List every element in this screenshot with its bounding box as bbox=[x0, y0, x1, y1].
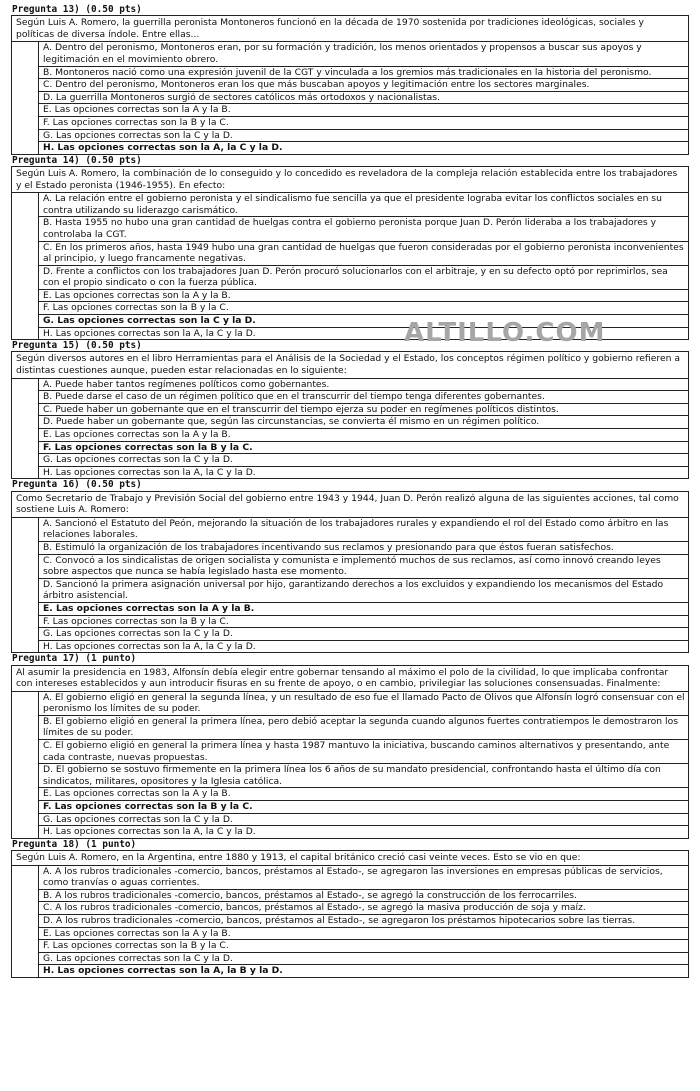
answer-option: F. Las opciones correctas son la B y la C. bbox=[39, 940, 688, 953]
question-table bbox=[11, 351, 689, 479]
answer-option: B. Puede darse el caso de un régimen político que en el transcurrir del tiempo tenga diferentes gobernantes. bbox=[39, 391, 688, 404]
answer-option: E. Las opciones correctas son la A y la B. bbox=[39, 429, 688, 442]
question-table bbox=[11, 850, 689, 978]
answer-option-selected: E. Las opciones correctas son la A y la B. bbox=[39, 603, 688, 616]
options-gutter bbox=[12, 42, 39, 153]
options-group bbox=[12, 42, 688, 153]
answer-option: C. En los primeros años, hasta 1949 hubo una gran cantidad de huelgas que fueron consideradas por el gobierno peronista inconvenientes al principio, y luego francamente negativas. bbox=[39, 242, 688, 266]
question-stem: Según diversos autores en el libro Herramientas para el Análisis de la Sociedad y el Estado, los conceptos régimen político y gobierno refieren a distintas cuestiones aunque, pueden estar relacionadas en lo siguiente: bbox=[12, 352, 688, 378]
question-header: Pregunta 14) (0.50 pts) bbox=[12, 154, 142, 166]
answer-option: A. La relación entre el gobierno peronista y el sindicalismo fue sencilla ya que el presidente lograba evitar los conflictos sociales en su contra utilizando su liderazgo carismático. bbox=[39, 193, 688, 217]
question-table bbox=[11, 166, 689, 340]
answer-option: H. Las opciones correctas son la A, la C y la D. bbox=[43, 327, 256, 339]
question-header: Pregunta 16) (0.50 pts) bbox=[12, 479, 142, 491]
options-group bbox=[12, 379, 688, 479]
answer-option: E. Las opciones correctas son la A y la B. bbox=[39, 290, 688, 303]
answer-option: C. El gobierno eligió en general la primera línea y hasta 1987 mantuvo la iniciativa, buscando caminos alternativos y presentando, ante cada contraste, nuevas propuestas. bbox=[39, 740, 688, 764]
answer-option: E. Las opciones correctas son la A y la B. bbox=[39, 928, 688, 941]
answer-option: H. Las opciones correctas son la A, la C y la D. bbox=[43, 640, 256, 652]
options-gutter bbox=[12, 866, 39, 977]
question-header: Pregunta 13) (0.50 pts) bbox=[12, 4, 142, 15]
answer-option: B. A los rubros tradicionales -comercio, bancos, préstamos al Estado-, se agregó la construcción de los ferrocarriles. bbox=[39, 890, 688, 903]
answer-option: D. Sancionó la primera asignación universal por hijo, garantizando derechos a los excluidos y expandiendo los mecanismos del Estado árbitro asistencial. bbox=[39, 579, 688, 603]
options-list bbox=[39, 866, 688, 977]
answer-option: D. A los rubros tradicionales -comercio, bancos, préstamos al Estado-, se agregaron los préstamos hipotecarios sobre las tierras. bbox=[39, 915, 688, 928]
answer-option: E. Las opciones correctas son la A y la B. bbox=[39, 788, 688, 801]
answer-option: D. La guerrilla Montoneros surgió de sectores católicos más ortodoxos y nacionalistas. bbox=[39, 92, 688, 105]
question-stem: Según Luis A. Romero, la guerrilla peronista Montoneros funcionó en la década de 1970 sostenida por tradiciones ideológicas, sociales y políticas de diversa índole. Entre ellas... bbox=[12, 16, 688, 42]
answer-option: C. Dentro del peronismo, Montoneros eran los que más buscaban apoyos y legitimación entre los sectores marginales. bbox=[39, 79, 688, 92]
answer-option: H. Las opciones correctas son la A, la C y la D. bbox=[43, 826, 256, 838]
answer-option: A. Puede haber tantos regímenes políticos como gobernantes. bbox=[39, 379, 688, 392]
answer-option: D. El gobierno se sostuvo firmemente en la primera línea los 6 años de su mandato presidencial, confrontando hasta el último día con sindicatos, militares, opositores y la Iglesia católica. bbox=[39, 764, 688, 788]
answer-option: A. Sancionó el Estatuto del Peón, mejorando la situación de los trabajadores rurales y expandiendo el rol del Estado como árbitro en las relaciones laborales. bbox=[39, 518, 688, 542]
question-table bbox=[11, 491, 689, 654]
options-list bbox=[39, 42, 688, 153]
answer-option: F. Las opciones correctas son la B y la C. bbox=[39, 117, 688, 130]
question-header: Pregunta 17) (1 punto) bbox=[12, 653, 137, 665]
options-gutter bbox=[12, 692, 39, 838]
options-group bbox=[12, 518, 688, 653]
answer-option: B. El gobierno eligió en general la primera línea, pero debió aceptar la segunda cuando algunos fuertes contratiempos le demostraron los límites de su poder. bbox=[39, 716, 688, 740]
answer-option: E. Las opciones correctas son la A y la B. bbox=[39, 104, 688, 117]
answer-option-selected: F. Las opciones correctas son la B y la C. bbox=[39, 442, 688, 455]
answer-option: G. Las opciones correctas son la C y la D. bbox=[39, 130, 688, 143]
answer-option: C. Convocó a los sindicalistas de origen socialista y comunista e implementó muchos de sus reclamos, así como innovó creando leyes sobre aspectos que nunca se había legislado hasta ese momento. bbox=[39, 555, 688, 579]
answer-option: D. Frente a conflictos con los trabajadores Juan D. Perón procuró solucionarlos con el arbitraje, y en su defecto optó por reprimirlos, sea con el propio sindicato o con la fuerza pública. bbox=[39, 266, 688, 290]
answer-option-selected: G. Las opciones correctas son la C y la D. bbox=[39, 315, 688, 328]
watermark: ALTILLO.COM bbox=[404, 318, 606, 348]
options-gutter bbox=[12, 518, 39, 653]
answer-option: F. Las opciones correctas son la B y la C. bbox=[39, 616, 688, 629]
answer-option: C. A los rubros tradicionales -comercio, bancos, préstamos al Estado-, se agregó la masiva producción de soja y maíz. bbox=[39, 902, 688, 915]
question-table bbox=[11, 15, 689, 155]
answer-option: G. Las opciones correctas son la C y la D. bbox=[39, 953, 688, 966]
question-stem: Al asumir la presidencia en 1983, Alfonsín debía elegir entre gobernar tensando al máximo el polo de la civilidad, lo que implicaba confrontar con intereses establecidos y aun introducir fisuras en su frente de apoyo, o en cambio, privilegiar las soluciones consensuadas. Finalmente: bbox=[12, 666, 688, 692]
question-stem: Según Luis A. Romero, la combinación de lo conseguido y lo concedido es reveladora de la compleja relación establecida entre los trabajadores y el Estado peronista (1946-1955). En efecto: bbox=[12, 167, 688, 193]
options-list bbox=[39, 379, 688, 479]
options-group bbox=[12, 866, 688, 977]
exam-document bbox=[11, 4, 689, 978]
answer-option: A. El gobierno eligió en general la segunda línea, y un resultado de eso fue el llamado Pacto de Olivos que Alfonsín logró consensuar con el peronismo los límites de su poder. bbox=[39, 692, 688, 716]
question-stem: Según Luis A. Romero, en la Argentina, entre 1880 y 1913, el capital británico creció casi veinte veces. Esto se vio en que: bbox=[12, 851, 688, 866]
options-list bbox=[39, 692, 688, 838]
answer-option: G. Las opciones correctas son la C y la D. bbox=[39, 814, 688, 827]
answer-option-selected: F. Las opciones correctas son la B y la C. bbox=[39, 801, 688, 814]
options-list bbox=[39, 518, 688, 653]
options-gutter bbox=[12, 193, 39, 339]
answer-option: G. Las opciones correctas son la C y la D. bbox=[39, 454, 688, 467]
answer-option: A. Dentro del peronismo, Montoneros eran, por su formación y tradición, los menos orientados y propensos a buscar sus apoyos y legitimación en el movimiento obrero. bbox=[39, 42, 688, 66]
question-header: Pregunta 18) (1 punto) bbox=[12, 838, 137, 850]
answer-option: C. Puede haber un gobernante que en el transcurrir del tiempo ejerza su poder en regímenes políticos distintos. bbox=[39, 404, 688, 417]
question-stem: Como Secretario de Trabajo y Previsión Social del gobierno entre 1943 y 1944, Juan D. Perón realizó alguna de las siguientes acciones, tal como sostiene Luis A. Romero: bbox=[12, 492, 688, 518]
answer-option: B. Montoneros nació como una expresión juvenil de la CGT y vinculada a los gremios más tradicionales en la historia del peronismo. bbox=[39, 67, 688, 80]
answer-option: H. Las opciones correctas son la A, la C y la D. bbox=[43, 466, 256, 478]
answer-option: A. A los rubros tradicionales -comercio, bancos, préstamos al Estado-, se agregaron las inversiones en empresas públicas de servicios, como tranvías o aguas corrientes. bbox=[39, 866, 688, 890]
answer-option-selected: H. Las opciones correctas son la A, la B y la D. bbox=[43, 965, 283, 977]
options-gutter bbox=[12, 379, 39, 479]
answer-option: B. Estimuló la organización de los trabajadores incentivando sus reclamos y presionando para que éstos fueran satisfechos. bbox=[39, 542, 688, 555]
answer-option: F. Las opciones correctas son la B y la C. bbox=[39, 302, 688, 315]
answer-option: G. Las opciones correctas son la C y la D. bbox=[39, 628, 688, 641]
options-group bbox=[12, 692, 688, 838]
question-header: Pregunta 15) (0.50 pts) bbox=[12, 340, 142, 352]
answer-option-selected: H. Las opciones correctas son la A, la C y la D. bbox=[43, 142, 283, 154]
answer-option: D. Puede haber un gobernante que, según las circunstancias, se convierta él mismo en un régimen político. bbox=[39, 416, 688, 429]
question-table bbox=[11, 665, 689, 839]
answer-option: B. Hasta 1955 no hubo una gran cantidad de huelgas contra el gobierno peronista porque Juan D. Perón lideraba a los trabajadores y controlaba la CGT. bbox=[39, 217, 688, 241]
